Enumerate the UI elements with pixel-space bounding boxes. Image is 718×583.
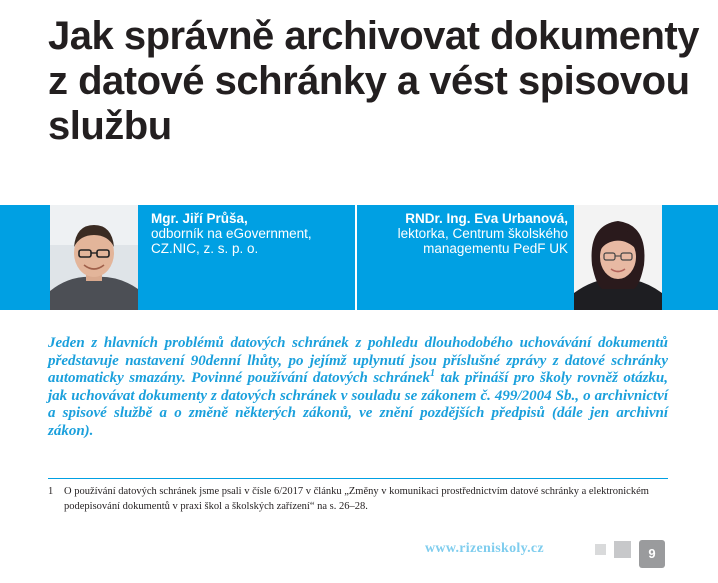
- author-photo-left: [50, 205, 138, 310]
- author-divider: [355, 205, 357, 310]
- author-left-name: Mgr. Jiří Průša,: [151, 211, 248, 226]
- page-number: 9: [639, 540, 665, 568]
- article-title: Jak správně archivovat dokumenty z datové schránky a vést spisovou službu: [48, 14, 699, 148]
- lead-paragraph: [48, 335, 668, 440]
- footnote-number: 1: [48, 486, 54, 497]
- author-left: [151, 211, 351, 256]
- woman-portrait-icon: [574, 205, 662, 310]
- author-left-role-line1: odborník na eGovernment,: [151, 226, 312, 241]
- footnote: [48, 484, 668, 514]
- man-portrait-icon: [50, 205, 138, 310]
- decor-square-medium: [614, 541, 631, 558]
- footnote-text: O používání datových schránek jsme psali v čísle 6/2017 v článku „Změny v komunikaci prostřednictvím datové schránky a elektronickém podepisování dokumentů v praxi škol a školských zařízení“ na s. 26–28.: [64, 486, 649, 512]
- author-right-role-line1: lektorka, Centrum školského: [397, 226, 568, 241]
- website-link[interactable]: www.rizeniskoly.cz: [425, 541, 544, 556]
- author-photo-right: [574, 205, 662, 310]
- author-right-role-line2: managementu PedF UK: [423, 241, 568, 256]
- lead-text-after: tak přináší pro školy rovněž otázku, jak uchovávat dokumenty z datových schránek v souladu se zákonem č. 499/2004 Sb., o archivnictví a spisové službě a o změně některých zákonů, ve znění pozdějších předpisů (dále jen archivní zákon).: [48, 370, 668, 439]
- author-right-name: RNDr. Ing. Eva Urbanová,: [405, 211, 568, 226]
- footnote-rule: [48, 478, 668, 479]
- lead-text-before: Jeden z hlavních problémů datových schránek z pohledu dlouhodobého uchovávání dokumentů představuje nastavení 90denní lhůty, po jejímž uplynutí jsou příslušné zprávy z datové schránky automaticky smazány. Povinné používání datových schránek: [48, 335, 668, 386]
- footnote-ref[interactable]: 1: [430, 368, 435, 379]
- author-right: [361, 211, 568, 256]
- decor-square-small: [595, 544, 606, 555]
- author-left-role-line2: CZ.NIC, z. s. p. o.: [151, 241, 259, 256]
